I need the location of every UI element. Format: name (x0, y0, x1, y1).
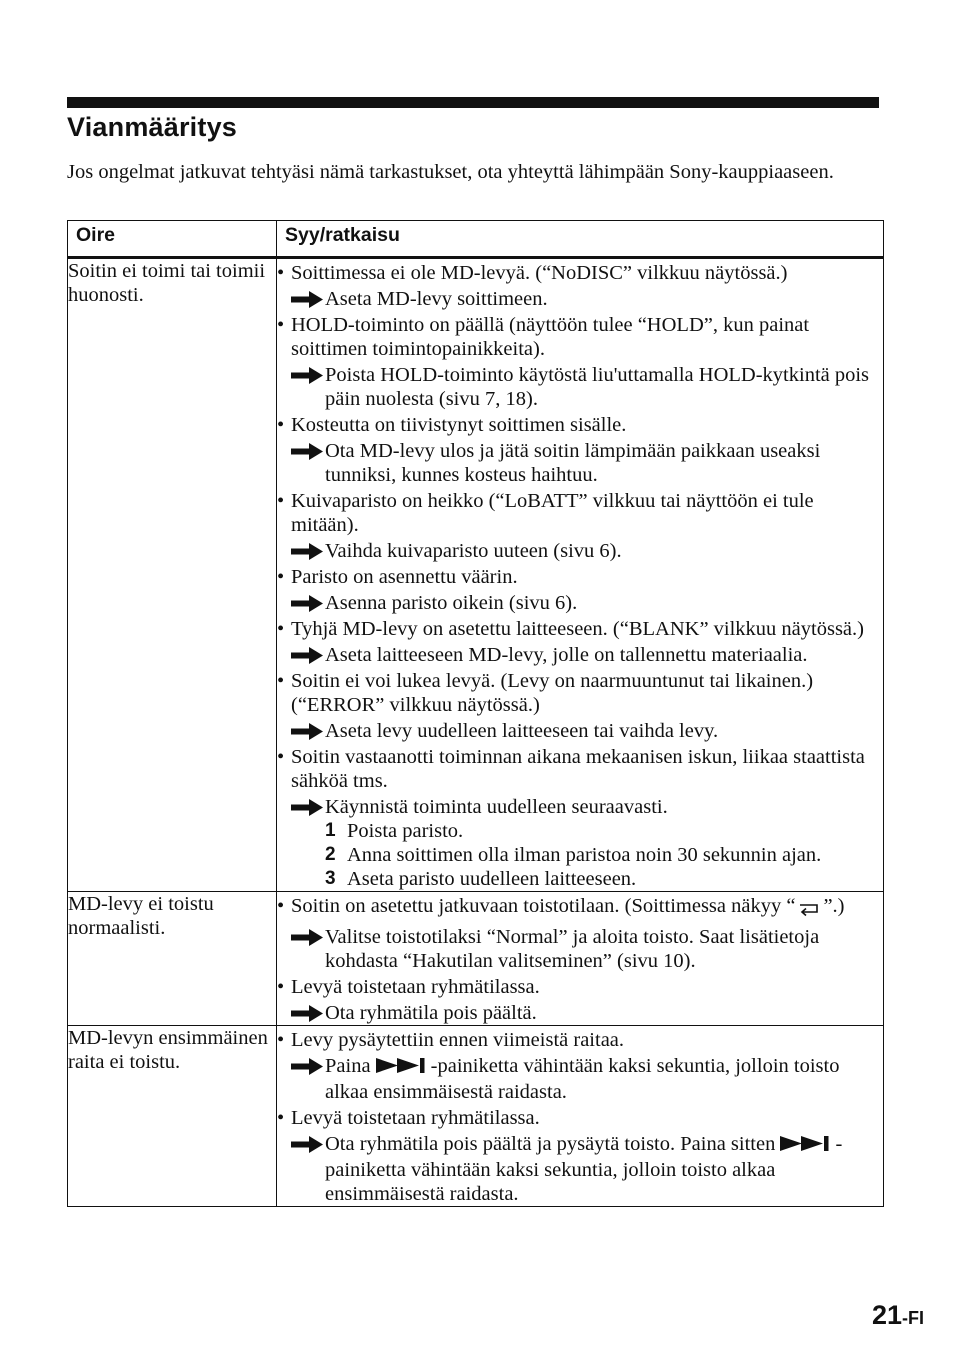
remedy-text: Aseta levy uudelleen laitteeseen tai vaihda levy. (325, 720, 719, 742)
remedy-item (277, 643, 883, 667)
play-next-icon (376, 1056, 430, 1080)
step-item (277, 843, 883, 867)
play-next-icon (780, 1134, 834, 1158)
intro-text: Jos ongelmat jatkuvat tehtyäsi nämä tarkastukset, ota yhteyttä lähimpään Sony-kauppiaaseen. (67, 161, 834, 183)
table-header-row (68, 221, 884, 258)
remedy-text: Ota ryhmätila pois päältä ja pysäytä toisto. Paina sitten (325, 1133, 781, 1155)
remedy-text-end: -painiketta vähintään kaksi sekuntia, jolloin toisto alkaa ensimmäisestä raidasta. (325, 1055, 840, 1103)
cause-text: Soitin ei voi lukea levyä. (Levy on naarmuuntunut tai likainen.) (“ERROR” vilkkuu näytössä.) (291, 670, 814, 716)
header-symptom: Oire (68, 221, 277, 258)
right-arrow-icon (291, 723, 323, 740)
cause-text-end: ”.) (823, 895, 845, 917)
symptom-cell: Soitin ei toimi tai toimii huonosti. (68, 258, 277, 892)
cause-item (277, 1028, 883, 1052)
bullet: • (277, 566, 285, 588)
cause-item (277, 669, 883, 717)
table-row (68, 1026, 884, 1207)
remedy-item (277, 925, 883, 973)
remedy-text: Aseta laitteeseen MD-levy, jolle on tallennettu materiaalia. (325, 644, 808, 666)
remedy-text: Aseta MD-levy soittimeen. (325, 288, 548, 310)
right-arrow-icon (291, 595, 323, 612)
cause-item (277, 617, 883, 641)
bullet: • (277, 895, 285, 917)
cause-text: Soittimessa ei ole MD-levyä. (“NoDISC” vilkkuu näytössä.) (291, 262, 788, 284)
bullet: • (277, 314, 285, 336)
remedy-text: Asenna paristo oikein (sivu 6). (325, 592, 578, 614)
right-arrow-icon (291, 367, 323, 384)
remedy-text: Valitse toistotilaksi “Normal” ja aloita toisto. Saat lisätietoja kohdasta “Hakutilan valitseminen” (sivu 10). (325, 926, 820, 972)
bullet: • (277, 976, 285, 998)
table-row (68, 258, 884, 892)
page-number (872, 1300, 924, 1331)
remedy-item (277, 1132, 883, 1206)
bullet: • (277, 490, 285, 512)
remedy-text: Käynnistä toiminta uudelleen seuraavasti. (325, 796, 668, 818)
remedy-text: Vaihda kuivaparisto uuteen (sivu 6). (325, 540, 622, 562)
cause-item (277, 745, 883, 793)
remedy-item (277, 287, 883, 311)
cause-item (277, 413, 883, 437)
step-text: Poista paristo. (347, 820, 464, 842)
remedy-text: Poista HOLD-toiminto käytöstä liu'uttamalla HOLD-kytkintä pois päin nuolesta (sivu 7, 18). (325, 364, 870, 410)
bullet: • (277, 414, 285, 436)
step-number: 2 (325, 844, 336, 865)
cause-item (277, 261, 883, 285)
cause-item (277, 1106, 883, 1130)
right-arrow-icon (291, 799, 323, 816)
title-rule (67, 97, 879, 108)
cause-text: Paristo on asennettu väärin. (291, 566, 518, 588)
bullet: • (277, 670, 285, 692)
cause-cell (277, 892, 884, 1026)
bullet: • (277, 1029, 285, 1051)
troubleshooting-table (67, 220, 884, 1207)
cause-text: Kosteutta on tiivistynyt soittimen sisälle. (291, 414, 627, 436)
remedy-item (277, 539, 883, 563)
cause-item (277, 565, 883, 589)
remedy-text: Ota MD-levy ulos ja jätä soitin lämpimään paikkaan useaksi tunniksi, kunnes kosteus haihtuu. (325, 440, 821, 486)
symptom-cell: MD-levy ei toistu normaalisti. (68, 892, 277, 1026)
cause-text: HOLD-toiminto on päällä (näyttöön tulee “HOLD”, kun painat soittimen toimintopainikkeita). (291, 314, 810, 360)
page-number-suffix: -FI (902, 1308, 924, 1328)
cause-item (277, 894, 883, 923)
page-title: Vianmääritys (67, 112, 238, 142)
step-text: Anna soittimen olla ilman paristoa noin 30 sekunnin ajan. (347, 844, 822, 866)
remedy-item (277, 1054, 883, 1104)
page-number-value: 21 (871, 1300, 902, 1330)
bullet: • (277, 746, 285, 768)
right-arrow-icon (291, 929, 323, 946)
table-row (68, 892, 884, 1026)
bullet: • (277, 1107, 285, 1129)
bullet: • (277, 262, 285, 284)
cause-item (277, 489, 883, 537)
remedy-text: Ota ryhmätila pois päältä. (325, 1002, 537, 1024)
bullet: • (277, 618, 285, 640)
cause-text: Levy pysäytettiin ennen viimeistä raitaa. (291, 1029, 625, 1051)
remedy-item (277, 795, 883, 819)
cause-cell (277, 1026, 884, 1207)
remedy-item (277, 363, 883, 411)
repeat-icon (797, 899, 821, 923)
remedy-item (277, 1001, 883, 1025)
cause-item (277, 313, 883, 361)
remedy-text: Paina (325, 1055, 376, 1077)
cause-text: Levyä toistetaan ryhmätilassa. (291, 976, 540, 998)
remedy-item (277, 719, 883, 743)
right-arrow-icon (291, 1058, 323, 1075)
remedy-item (277, 591, 883, 615)
header-cause-remedy: Syy/ratkaisu (277, 221, 884, 258)
step-number: 3 (325, 868, 336, 889)
step-number: 1 (325, 820, 336, 841)
right-arrow-icon (291, 443, 323, 460)
cause-text: Tyhjä MD-levy on asetettu laitteeseen. (“BLANK” vilkkuu näytössä.) (291, 618, 864, 640)
step-text: Aseta paristo uudelleen laitteeseen. (347, 868, 637, 890)
remedy-item (277, 439, 883, 487)
cause-text: Soitin vastaanotti toiminnan aikana mekaanisen iskun, liikaa staattista sähköä tms. (291, 746, 865, 792)
step-item (277, 819, 883, 843)
remedy-text-end: -painiketta vähintään kaksi sekuntia, jolloin toisto alkaa ensimmäisestä raidasta. (325, 1133, 843, 1205)
symptom-cell: MD-levyn ensimmäinen raita ei toistu. (68, 1026, 277, 1207)
right-arrow-icon (291, 543, 323, 560)
right-arrow-icon (291, 291, 323, 308)
cause-text: Soitin on asetettu jatkuvaan toistotilaan. (Soittimessa näkyy “ (291, 895, 796, 917)
cause-text: Kuivaparisto on heikko (“LoBATT” vilkkuu tai näyttöön ei tule mitään). (291, 490, 814, 536)
right-arrow-icon (291, 647, 323, 664)
right-arrow-icon (291, 1136, 323, 1153)
cause-cell (277, 258, 884, 892)
cause-text: Levyä toistetaan ryhmätilassa. (291, 1107, 540, 1129)
cause-item (277, 975, 883, 999)
right-arrow-icon (291, 1005, 323, 1022)
step-item (277, 867, 883, 891)
